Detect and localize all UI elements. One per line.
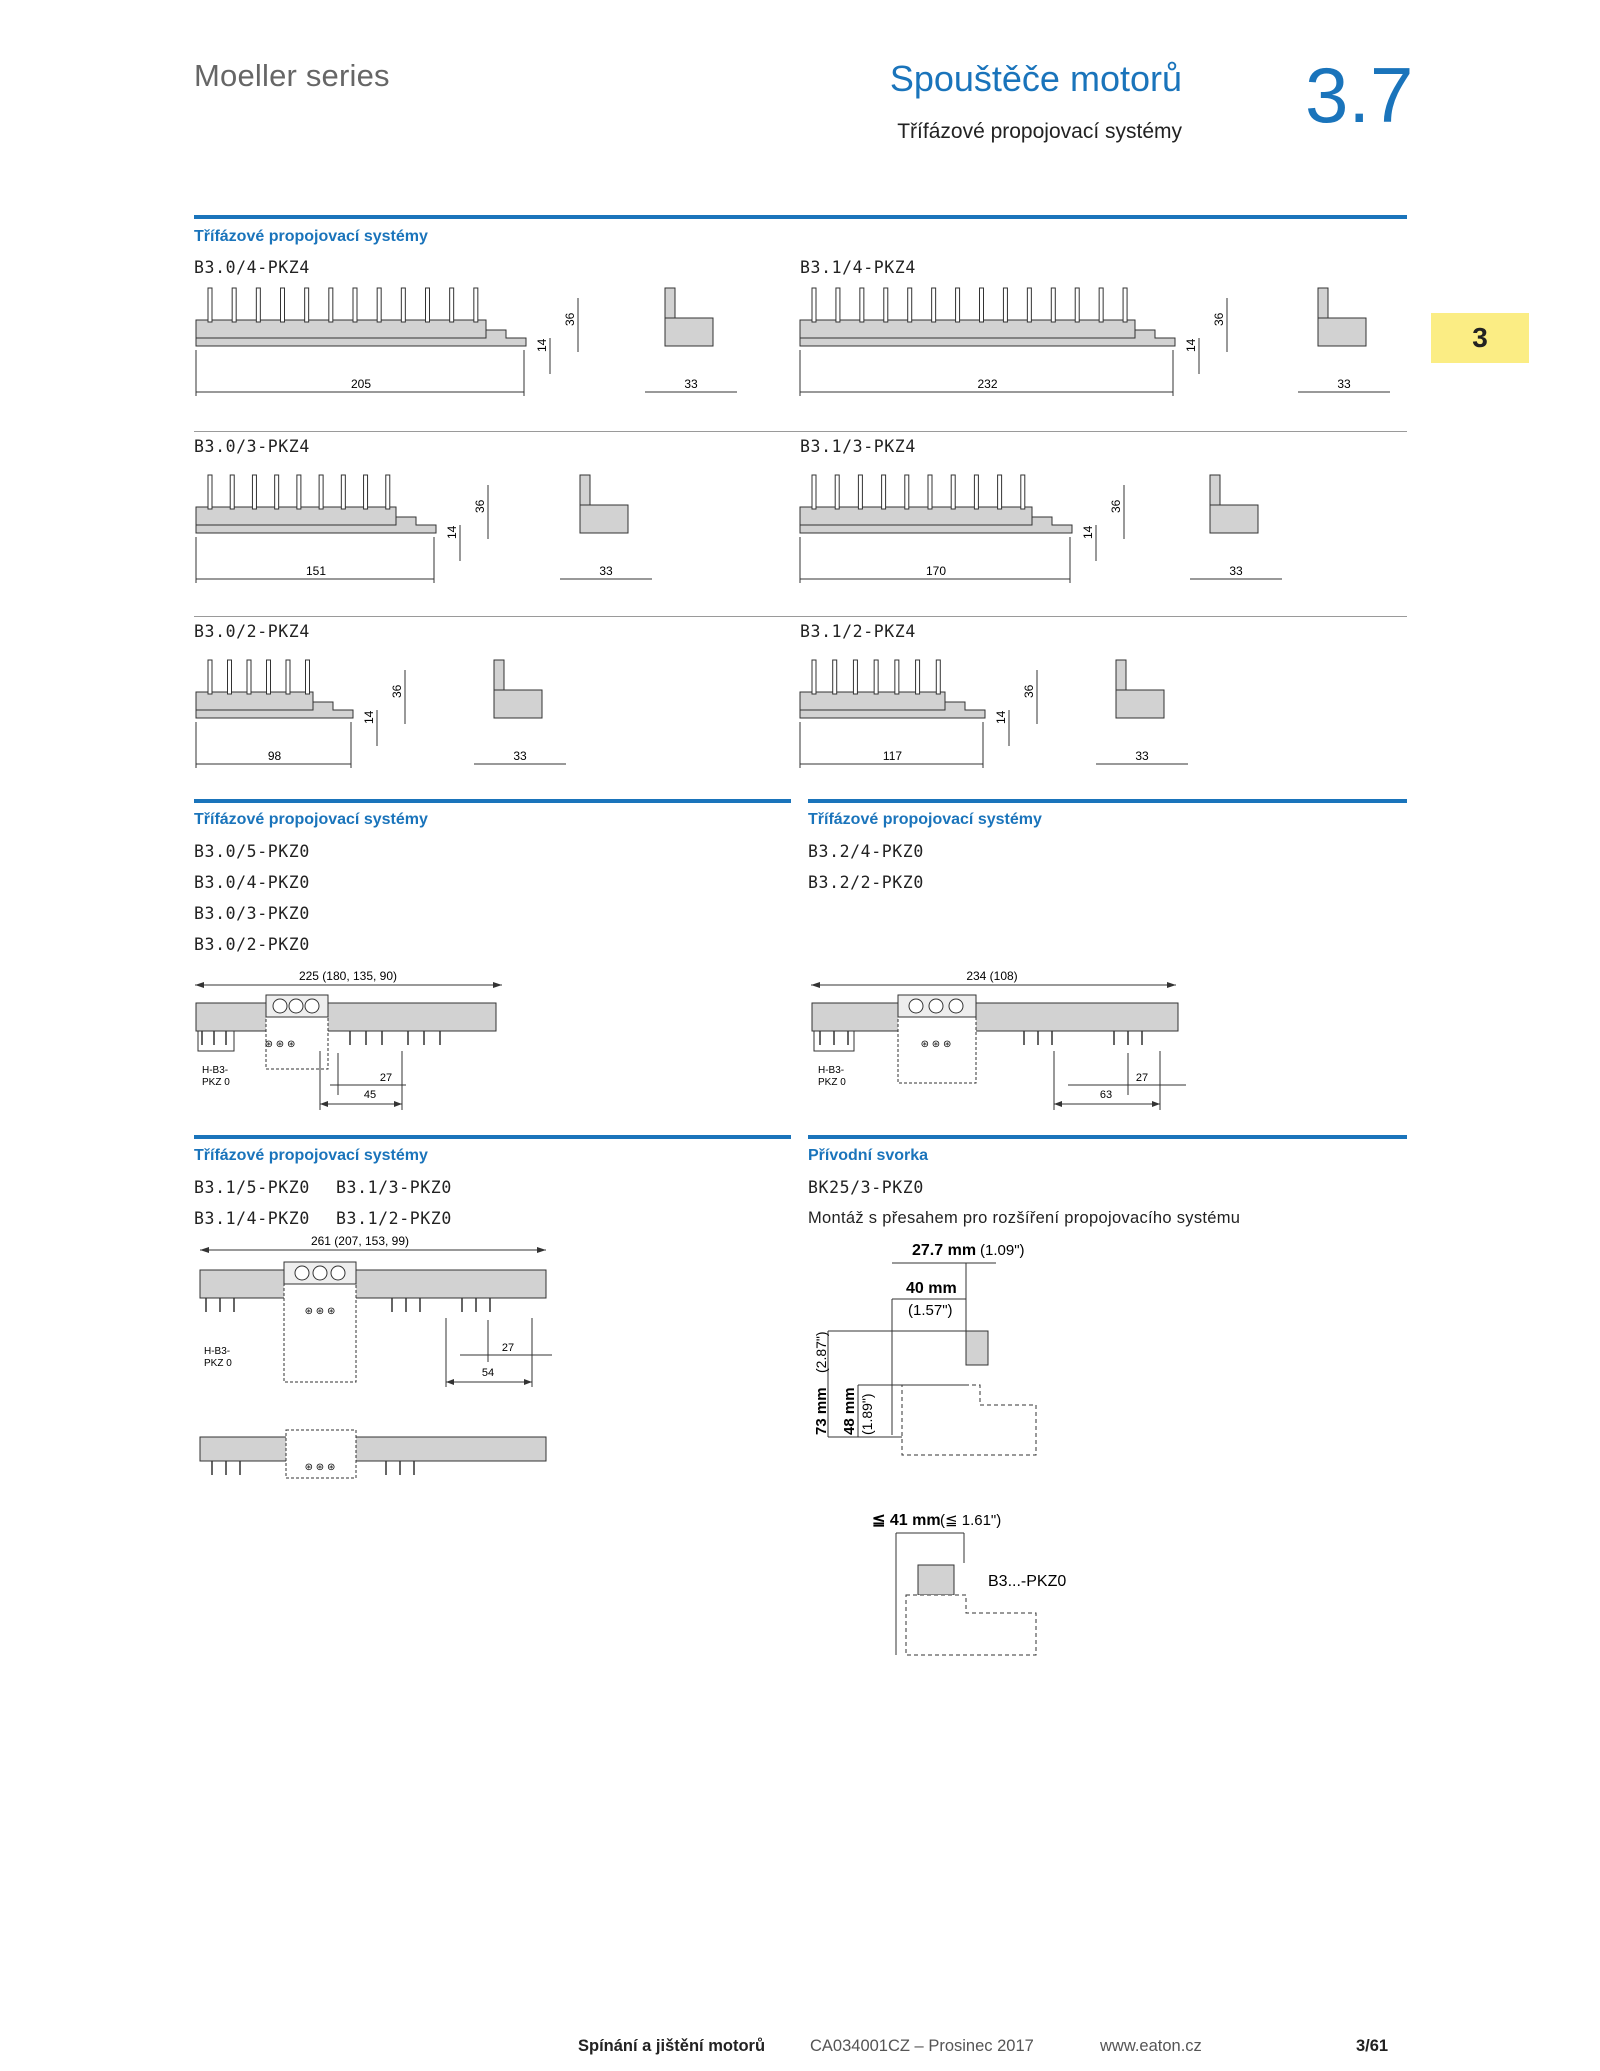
dim-total: 261 (207, 153, 99): [310, 1234, 410, 1248]
dim-c: 73 mm: [813, 1387, 830, 1435]
busbar-rail: [196, 320, 486, 338]
busbar-tooth: [884, 288, 888, 322]
svg-text:⊛ ⊛ ⊛: ⊛ ⊛ ⊛: [304, 1462, 336, 1473]
busbar-tooth: [928, 475, 932, 509]
item-label: B3.1/2-PKZ4: [800, 622, 916, 641]
dim-h1: 14: [994, 710, 1008, 724]
busbar-tooth: [835, 475, 839, 509]
item-label: B3.1/2-PKZ0: [336, 1209, 452, 1228]
side-view-body: [1318, 318, 1366, 346]
dim-width: 170: [925, 564, 947, 578]
busbar-tooth: [812, 475, 816, 509]
dim-depth: 33: [1135, 749, 1149, 763]
busbar-tooth: [281, 288, 285, 322]
dim-d: 48 mm: [841, 1387, 858, 1435]
dim-h2: 36: [563, 312, 577, 326]
busbar-tooth: [256, 288, 260, 322]
busbar-tooth: [956, 288, 960, 322]
busbar-tooth: [247, 660, 251, 694]
dim-h1: 14: [1081, 525, 1095, 539]
busbar-tooth: [267, 660, 271, 694]
part-label: PKZ 0: [204, 1358, 232, 1369]
item-label: B3.0/5-PKZ0: [194, 842, 310, 861]
busbar-tooth: [858, 475, 862, 509]
busbar-tooth: [377, 288, 381, 322]
item-label: B3.2/2-PKZ0: [808, 873, 924, 892]
busbar-rail: [800, 692, 945, 710]
item-label: B3.1/4-PKZ0: [194, 1209, 310, 1228]
busbar-tooth: [812, 660, 816, 694]
busbar-tooth: [386, 475, 390, 509]
dim-h1: 14: [1184, 338, 1198, 352]
busbar-tooth: [208, 660, 212, 694]
svg-text:27: 27: [379, 1072, 393, 1084]
busbar-tooth: [474, 288, 478, 322]
svg-text:45: 45: [363, 1089, 377, 1101]
busbar-tooth: [1075, 288, 1079, 322]
busbar-tooth: [1051, 288, 1055, 322]
item-label: B3.0/2-PKZ4: [194, 622, 310, 641]
busbar-tooth: [936, 660, 940, 694]
svg-text:63: 63: [1099, 1089, 1113, 1101]
section-rule: [194, 799, 791, 803]
svg-text:(2.87"): (2.87"): [813, 1331, 829, 1373]
svg-text:(1.57"): (1.57"): [908, 1302, 953, 1319]
busbar-tooth: [353, 288, 357, 322]
side-view-body: [1210, 505, 1258, 533]
busbar-tooth: [882, 475, 886, 509]
busbar-pkz0-a-drawing: [190, 965, 530, 1115]
item-label: B3.0/2-PKZ0: [194, 935, 310, 954]
svg-text:(≦ 1.61"): (≦ 1.61"): [940, 1512, 1002, 1529]
dim-h2: 36: [473, 499, 487, 513]
svg-text:27: 27: [1135, 1072, 1149, 1084]
item-label: BK25/3-PKZ0: [808, 1178, 924, 1197]
section-heading-pkz4: Třífázové propojovací systémy: [194, 228, 428, 245]
section-rule: [808, 1135, 1407, 1139]
busbar-tooth: [853, 660, 857, 694]
section-rule: [194, 1135, 791, 1139]
item-label: B3.2/4-PKZ0: [808, 842, 924, 861]
dim-a: 27.7 mm: [912, 1242, 977, 1259]
svg-text:(1.09"): (1.09"): [980, 1242, 1025, 1259]
busbar-rail: [800, 507, 1032, 525]
busbar-rail: [196, 692, 313, 710]
series-name: Moeller series: [194, 58, 390, 93]
busbar-tooth: [905, 475, 909, 509]
dim-h1: 14: [362, 710, 376, 724]
busbar-tooth: [329, 288, 333, 322]
svg-text:⊛ ⊛ ⊛: ⊛ ⊛ ⊛: [920, 1039, 952, 1050]
busbar-tooth: [305, 288, 309, 322]
section-heading-pkz0-c: Třífázové propojovací systémy: [194, 1147, 428, 1164]
busbar-rail: [800, 320, 1135, 338]
section-rule: [808, 799, 1407, 803]
section-heading-pkz0-a: Třífázové propojovací systémy: [194, 811, 428, 828]
busbar-tooth: [1099, 288, 1103, 322]
side-view-body: [1116, 690, 1164, 718]
dim-width: 117: [882, 749, 903, 763]
busbar-tooth: [812, 288, 816, 322]
item-label: B3.1/3-PKZ4: [800, 437, 916, 456]
busbar-tooth: [228, 660, 232, 694]
side-view-body: [665, 318, 713, 346]
dim-width: 151: [305, 564, 327, 578]
item-label: B3.0/4-PKZ4: [194, 258, 310, 277]
dim-total: 225 (180, 135, 90): [298, 969, 398, 983]
busbar-tooth: [895, 660, 899, 694]
busbar-tooth: [833, 660, 837, 694]
dim-h2: 36: [1022, 684, 1036, 698]
busbar-tooth: [230, 475, 234, 509]
item-label: B3.1/5-PKZ0: [194, 1178, 310, 1197]
footer-web[interactable]: www.eaton.cz: [1100, 2037, 1202, 2055]
busbar-pkz0-c-drawing: [190, 1232, 590, 1502]
page-title: Spouštěče motorů: [889, 58, 1182, 99]
busbar-tooth: [836, 288, 840, 322]
dim-h2: 36: [1212, 312, 1226, 326]
chapter-tab[interactable]: 3: [1431, 313, 1529, 363]
busbar-tooth: [252, 475, 256, 509]
busbar-tooth: [974, 475, 978, 509]
dim-width: 232: [977, 377, 998, 391]
footer-title: Spínání a jištění motorů: [578, 2037, 766, 2055]
item-label: B3.0/4-PKZ0: [194, 873, 310, 892]
busbar-tooth: [306, 660, 310, 694]
dim-width: 98: [267, 749, 282, 763]
svg-text:⊛ ⊛ ⊛: ⊛ ⊛ ⊛: [264, 1039, 296, 1050]
dim-depth: 33: [599, 564, 613, 578]
dim-depth: 33: [1229, 564, 1243, 578]
svg-text:27: 27: [501, 1342, 515, 1354]
svg-text:54: 54: [481, 1367, 495, 1379]
terminal-note: Montáž s přesahem pro rozšíření propojovacího systému: [808, 1209, 1241, 1227]
busbar-tooth: [1027, 288, 1031, 322]
svg-text:⊛ ⊛ ⊛: ⊛ ⊛ ⊛: [304, 1306, 336, 1317]
busbar-tooth: [1123, 288, 1127, 322]
busbar-tooth: [874, 660, 878, 694]
section-heading-terminal: Přívodní svorka: [808, 1147, 929, 1164]
part-label: PKZ 0: [818, 1077, 846, 1088]
busbar-tooth: [450, 288, 454, 322]
terminal-part-label: B3...-PKZ0: [988, 1573, 1067, 1590]
side-view-body: [494, 690, 542, 718]
busbar-tooth: [426, 288, 430, 322]
busbar-tooth: [319, 475, 323, 509]
part-label: PKZ 0: [202, 1077, 230, 1088]
busbar-tooth: [908, 288, 912, 322]
busbar-tooth: [341, 475, 345, 509]
busbar-tooth: [297, 475, 301, 509]
part-label: H-B3-: [818, 1065, 845, 1076]
dim-depth: 33: [1337, 377, 1351, 391]
page-subtitle: Třífázové propojovací systémy: [897, 120, 1182, 143]
dim-depth: 33: [684, 377, 698, 391]
footer-doc: CA034001CZ – Prosinec 2017: [810, 2037, 1034, 2055]
section-heading-pkz0-b: Třífázové propojovací systémy: [808, 811, 1042, 828]
dim-width: 205: [350, 377, 372, 391]
dim-depth: 33: [513, 749, 527, 763]
busbar-tooth: [364, 475, 368, 509]
busbar-tooth: [860, 288, 864, 322]
dim-total: 234 (108): [966, 969, 1018, 983]
svg-text:(1.89"): (1.89"): [859, 1393, 875, 1435]
busbar-tooth: [286, 660, 290, 694]
busbar-tooth: [208, 288, 212, 322]
page-number: 3/61: [1356, 2037, 1389, 2055]
busbar-rail: [196, 507, 396, 525]
dim-e: ≦ 41 mm: [872, 1512, 941, 1529]
dim-h1: 14: [445, 525, 459, 539]
busbar-tooth: [951, 475, 955, 509]
busbar-tooth: [1003, 288, 1007, 322]
busbar-tooth: [932, 288, 936, 322]
busbar-tooth: [401, 288, 405, 322]
item-label: B3.1/3-PKZ0: [336, 1178, 452, 1197]
busbar-pkz0-b-drawing: [806, 965, 1226, 1115]
busbar-tooth: [232, 288, 236, 322]
dim-h1: 14: [535, 338, 549, 352]
busbar-tooth: [916, 660, 920, 694]
dim-b: 40 mm: [906, 1280, 957, 1297]
terminal-drawing: [800, 1235, 1220, 1675]
dim-h2: 36: [390, 684, 404, 698]
dim-h2: 36: [1109, 499, 1123, 513]
item-label: B3.0/3-PKZ0: [194, 904, 310, 923]
busbar-tooth: [275, 475, 279, 509]
busbar-tooth: [1021, 475, 1025, 509]
busbar-tooth: [980, 288, 984, 322]
item-label: B3.1/4-PKZ4: [800, 258, 916, 277]
item-label: B3.0/3-PKZ4: [194, 437, 310, 456]
part-label: H-B3-: [204, 1346, 231, 1357]
side-view-body: [580, 505, 628, 533]
busbar-tooth: [208, 475, 212, 509]
chapter-number: 3.7: [1305, 51, 1414, 139]
part-label: H-B3-: [202, 1065, 229, 1076]
busbar-tooth: [998, 475, 1002, 509]
